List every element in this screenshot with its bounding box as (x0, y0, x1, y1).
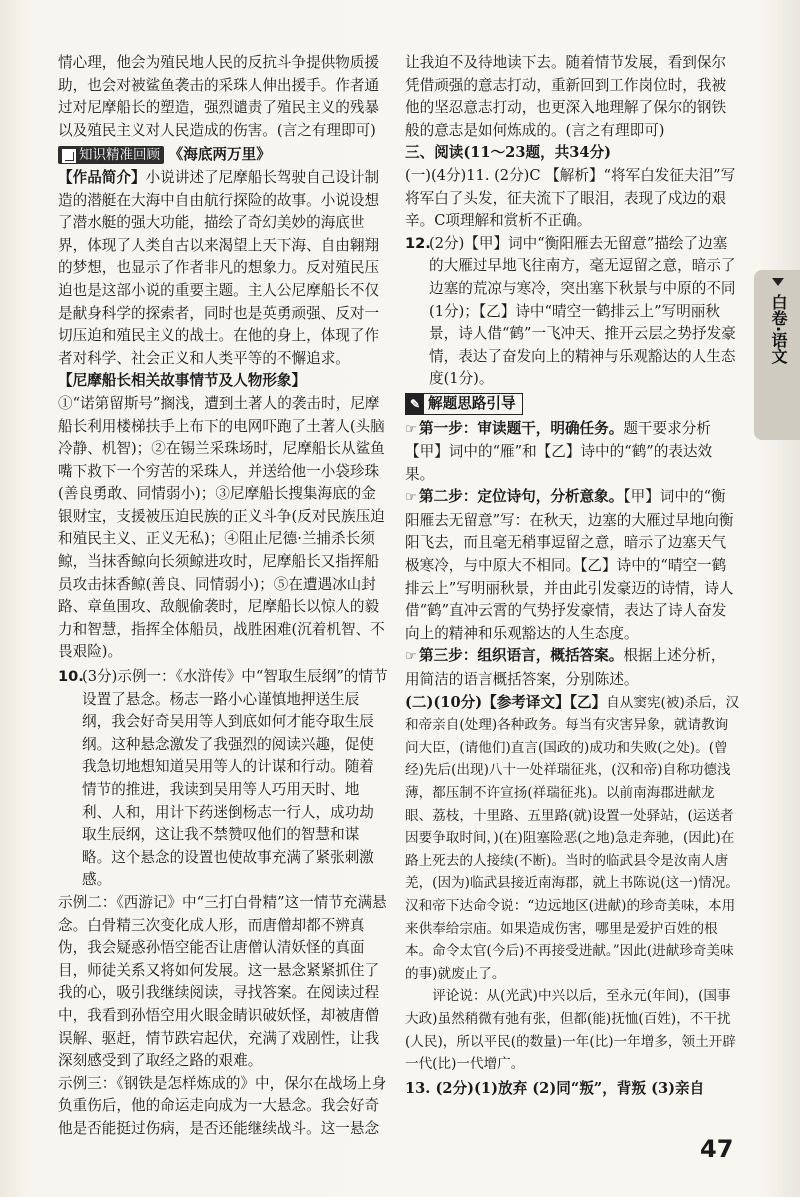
step-3 (405, 645, 740, 691)
continuation: 让我迫不及待地读下去。随着情节发展，看到保尔凭借顽强的意志打动，重新回到工作岗位时，我被他的坚忍意志打动，也更深入地理解了保尔的钢铁般的意志是如何炼成的。(言之有理即可) (405, 54, 727, 139)
right-column (405, 52, 740, 1100)
q11-answer: (一)(4分)11. (2分)C 【解析】“将军白发征夫泪”写将军白了头发，征夫流下了眼泪，表现了戍边的艰辛。C项理解和赏析不正确。 (405, 166, 736, 230)
page-number: 47 (700, 1135, 734, 1163)
q2-head: (二)(10分)【参考译文】【乙】 (405, 693, 607, 711)
q10-block (58, 666, 388, 892)
q13-answer: 13. (2分)(1)放弃 (2)同“叛”，背叛 (3)亲自 (405, 1079, 705, 1097)
side-tab-label: 白卷·语文 (769, 294, 788, 365)
q10-number: 10. (58, 668, 84, 686)
q10-example-2: 示例二：《西游记》中“三打白骨精”这一情节充满悬念。白骨精三次变化成人形，而唐僧却都不辨真伪，我会疑惑孙悟空能否让唐僧认清妖怪的真面目，师徒关系又将如何发展。这一悬念紧紧抓住了我的心，吸引我继续阅读，寻找答案。在阅读过程中，我看到孙悟空用火眼金睛识破妖怪，却被唐僧误解、驱赶，情节跌宕起伏，充满了戏剧性，让我深刻感受到了取经之路的艰难。 (58, 893, 387, 1070)
pointing-hand-icon: ☞ (405, 421, 417, 437)
step-2-text: 【甲】词中的“衡阳雁去无留意”写：在秋天，边塞的大雁过早地向衡阳飞去，而且毫无稍事逗留之意，暗示了边塞天气极寒冷，与中原大不相同。【乙】诗中的“晴空一鹤排云上”写明丽秋景，并由此引发豪迈的诗情，诗人借“鹤”直冲云霄的气势抒发豪情，表达了诗人奋发向上的精神和乐观豁达的人生态度。 (405, 488, 734, 642)
side-tab (754, 270, 800, 440)
down-arrow-icon (772, 278, 784, 286)
story-text: ①“诺第留斯号”搁浅，遭到土著人的袭击时，尼摩船长利用楼梯扶手上布下的电网吓跑了土著人(头脑冷静、机智)；②在锡兰采珠场时，尼摩船长从鲨鱼嘴下救下一个穷苦的采珠人，并送给他一小袋珍珠(善良勇敢、同情弱小)；③尼摩船长搜集海底的金银财宝，支援被压迫民族的正义斗争(反对民族压迫和殖民主义、正义无私)；④阻止尼德·兰捕杀长须鲸，当抹香鲸向长须鲸进攻时，尼摩船长又指挥船员攻击抹香鲸(善良、同情弱小)；⑤在遭遇冰山封路、章鱼围攻、敌舰偷袭时，尼摩船长以惊人的毅力和智慧，指挥全体船员，战胜困难(沉着机智、不畏艰险)。 (58, 394, 385, 661)
q10-example-3: 示例三：《钢铁是怎样炼成的》中，保尔在战场上身负重伤后，他的命运走向成为一大悬念。我会好奇他是否能挺过伤病，是否还能继续战斗。这一悬念 (58, 1074, 387, 1137)
pointing-hand-icon: ☞ (405, 490, 417, 506)
guide-head: ✎ 解题思路引导 (405, 393, 523, 415)
step-2-head: 第二步：定位诗句，分析意象。 (419, 488, 624, 506)
q12-text: (2分)【甲】词中“衡阳雁去无留意”描绘了边塞的大雁过早地飞往南方，毫无逗留之意，暗示了边塞的荒凉与寒冷，突出塞下秋景与中原的不同(1分)；【乙】诗中“晴空一鹤排云上”写明丽秋景，诗人借“鹤”一飞冲天、推开云层之势抒发豪情，表达了奋发向上的精神与乐观豁达的人生态度(1分)。 (429, 234, 736, 388)
pointing-hand-icon: ☞ (405, 649, 417, 665)
intro-text: 小说讲述了尼摩船长驾驶自己设计制造的潜艇在大海中自由航行探险的故事。小说设想了潜水艇的强大功能，描绘了奇幻美妙的海底世界，体现了人类自古以来渴望上天下海、自由翱翔的梦想，也显示了作者非凡的想象力。反对殖民压迫也是这部小说的重要主题。主人公尼摩船长不仅是献身科学的探索者，同时也是英勇顽强、反对一切压迫和殖民主义的战士。在他的身上，体现了作者对科学、社会正义和人类平等的不懈追求。 (58, 168, 380, 367)
step-2 (405, 486, 740, 645)
section-3-heading: 三、阅读(11～23题，共34分) (405, 144, 612, 162)
q10-text: (3分)示例一：《水浒传》中“智取生辰纲”的情节设置了悬念。杨志一路小心谨慎地押送生辰纲，我会好奇吴用等人到底如何才能夺取生辰纲。这种悬念激发了我强烈的阅读兴趣，促使我急切地想知道吴用等人的计谋和行动。随着情节的推进，我读到吴用等人巧用天时、地利、人和，用计下药迷倒杨志一行人，成功劫取生辰纲，这让我不禁赞叹他们的智慧和谋略。这个悬念的设置也使故事充满了紧张刺激感。 (82, 668, 388, 889)
intro-section (58, 167, 388, 370)
review-title: 《海底两万里》 (168, 146, 271, 164)
q12-number: 12. (405, 234, 431, 252)
q2-comment: 评论说：从(光武)中兴以后，至永元(年间)，(国事大政)虽然稍微有弛有张，但都(能)抚恤(百姓)，不干扰(人民)，所以平民(的数量)一年(比)一年增多，领土开辟一代(比)一代增广。 (405, 988, 736, 1073)
intro-head: 【作品简介】 (58, 168, 146, 186)
q12-block (405, 233, 740, 391)
guide-header-row (405, 393, 740, 416)
review-tag: 知识精准回顾 (58, 146, 164, 164)
left-column (58, 52, 388, 1141)
step-3-head: 第三步：组织语言，概括答案。 (419, 647, 624, 665)
pencil-icon: ✎ (406, 394, 424, 414)
step-1-head: 第一步：审读题干，明确任务。 (419, 419, 624, 437)
review-header (58, 144, 388, 167)
step-1 (405, 418, 740, 487)
story-head: 【尼摩船长相关故事情节及人物形象】 (58, 372, 307, 390)
intro-paragraph: 情心理，他会为殖民地人民的反抗斗争提供物质援助，也会对被鲨鱼袭击的采珠人伸出援手。作者通过对尼摩船长的塑造，强烈谴责了殖民主义的残暴以及殖民主义对人民造成的伤害。(言之有理即可) (58, 54, 380, 139)
book-icon (62, 149, 76, 163)
step-3-text: 根据上述分析，用简洁的语言概括答案，分别陈述。 (405, 647, 726, 689)
step-1-text: 题干要求分析【甲】词中的“雁”和【乙】诗中的“鹤”的表达效果。 (405, 419, 713, 483)
q2-text: 自从窦宪(被)杀后，汉和帝亲自(处理)各种政务。每当有灾害异象，就请教询问大臣，(请他们)直言(国政的)成功和失败(之处)。(曾经)先后(出现)八十一处祥瑞征兆，(汉和帝)自称功德浅薄，都压制不许宣扬(祥瑞征兆)。以前南海郡进献龙眼、荔枝，十里路、五里路(就)设置一处驿站，(运送者因要争取时间，)(在)阻塞险恶(之地)急走奔驰，(因此)在路上死去的人接续(不断)。当时的临武县令是汝南人唐羌，(因为)临武县接近南海郡，就上书陈说(这一)情况。汉和帝下达命令说：“边远地区(进献)的珍奇美味，本用来供奉给宗庙。如果造成伤害，哪里是爱护百姓的根本。命令太官(今后)不再接受进献。”因此(进献珍奇美味的事)就废止了。 (405, 694, 740, 982)
q2-translation (405, 692, 740, 986)
